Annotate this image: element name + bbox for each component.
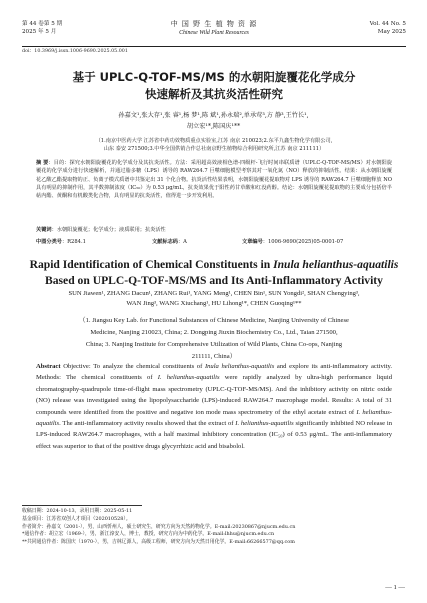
article-number-value: ：1006-9690(2025)05-0001-07 [262, 239, 344, 245]
footnotes [22, 508, 406, 547]
chinese-authors [70, 110, 357, 132]
chinese-abstract-label: 摘 要 [36, 160, 49, 166]
chinese-title-line-1: 基于 UPLC-Q-TOF-MS/MS 的水朝阳旋覆花化学成分 [72, 70, 356, 84]
english-abstract-part-3: were rapidly analyzed by ultra-high performance liquid chromatography-quadrupole time-of-flight mass spectrometry (UPLC-Q-TOF-MS/MS). And the inhibitory activity on nitric oxide (NO) release was investigated using the lipopolysaccharide (LPS)-induced RAW264.7 macrophage model. Results: A total of 31 compounds were identified from the positive and negative ion mode mass spectrometry of the ethyl acetate extract of [36, 374, 392, 416]
english-abstract-label: Abstract [36, 363, 61, 370]
english-abstract [36, 361, 392, 452]
document-code-value: ：A [177, 239, 187, 245]
doi: doi：10.3969/j.issn.1006-9690.2025.05.001 [22, 49, 128, 54]
chinese-affiliations [44, 137, 384, 153]
footnote-corresponding-2: **共同通信作者：陈国庆（1970-），男，吉林辽源人，高级工程师，研究方向为天然日用化学。E-mail:66266577@qq.com [22, 539, 295, 546]
english-title-species: Inula helianthus-aquatilis [273, 258, 399, 271]
english-affiliation-line-4: 211111, China） [191, 353, 237, 360]
header-volume-en: Vol. 44 No. 5 [369, 21, 406, 27]
page-number: — 1 — [385, 584, 405, 591]
english-title-line-1 [22, 257, 406, 273]
chinese-affiliation-line-2: 山东 泰安 271500;3.中华全国供销合作总社南京野生植物综合利用研究所,江苏 南京 211111） [103, 146, 325, 152]
footnote-funding: 基金项目：江苏省双创人才项目（202010528）。 [22, 515, 131, 522]
chinese-abstract-text: ：目的：探究水朝阳旋覆花的化学成分及其抗炎活性。方法：采用超高效液相色谱-四级杆-飞行时间串联质谱（UPLC-Q-TOF-MS/MS）对水朝阳旋覆花的化学成分进行快速解析，并通过脂多糖（LPS）诱导的 RAW264.7 巨噬细胞模型考察其对一氧化氮（NO）释放的抑制活性。结果：从水朝阳旋覆花乙酸乙酯提取物的正、负离子模式质谱中共鉴定出 31 个化合物。抗炎活性结果表明，水朝阳旋覆花提取物对 LPS 诱导的 RAW264.7 巨噬细胞释放 NO 具有明显的抑制作用，其半数抑制浓度（IC₅₀）为 0.53 μg/mL，抗炎效果优于阳性药甘草酸和红没药醇。结论：水朝阳旋覆花提取物的主要成分包括倍半萜内酯、黄酮和有机酸类化合物，具有明显的抗炎活性，值得进一步开发利用。 [36, 160, 393, 200]
journal-name-cn: 中 国 野 生 植 物 资 源 [170, 20, 258, 28]
english-title [22, 257, 406, 288]
clc-value: ：R284.1 [61, 239, 86, 245]
english-affiliations [44, 315, 384, 363]
chinese-keywords [36, 226, 392, 234]
document-code [152, 238, 187, 246]
chinese-keywords-text: ：水朝阳旋覆花；化学成分；液质联用；抗炎活性 [51, 227, 166, 233]
header-rule [22, 46, 406, 47]
english-affiliation-line-1: （1. Jiangsu Key Lab. for Functional Substances of Chinese Medicine, Nanjing University of Chinese [79, 317, 349, 324]
footnote-corresponding-1: *通信作者：胡立宏（1969-），男，浙江淳安人，博士，教授，研究方向为中药化学。E-mail:lhhu@njucm.edu.cn [22, 531, 275, 538]
english-affiliation-line-2: Medicine, Nanjing 210023, China; 2. Dongping Jiuxin Biochemistry Co., Ltd., Taian 271500, [90, 329, 338, 336]
footnote-author-info: 作者简介：孙嘉文（2001-），男，山西忻州人，硕士研究生，研究方向为天然药物化学。E-mail:20230867@njucm.edu.cn [22, 523, 296, 530]
english-abstract-species-2: I. helianthus-aquatilis [157, 374, 220, 382]
english-title-line-1-text: Rapid Identification of Chemical Constituents in [29, 258, 274, 271]
article-number-label: 文章编号 [242, 239, 263, 245]
english-affiliation-line-3: China; 3. Nanjing Institute for Comprehensive Utilization of Wild Plants, China Co-ops, Nanjing [85, 341, 343, 348]
footnote-rule [22, 505, 142, 506]
english-abstract-part-5: significantly inhibited NO release in LPS-induced RAW264.7 macrophages, with a half maximal inhibitory concentration (IC₅₀) of 0.53 μg/mL. The anti-inflammatory effect was superior to that of the positive drugs glycyrrhizic acid and bisabolol. [36, 420, 392, 450]
header-journal [22, 20, 406, 37]
chinese-authors-line-2: 胡立宏¹*,陈国庆¹** [186, 123, 241, 130]
chinese-affiliation-line-1: （1.南京中医药大学 江苏省中药功效物质重点实验室,江苏 南京 210023;2.东平九鑫生物化学有限公司, [95, 138, 333, 144]
english-authors [44, 289, 384, 309]
header-date-en: May 2025 [377, 29, 406, 35]
running-header [22, 20, 406, 46]
header-volume-cn: 第 44 卷第 5 期 [22, 21, 63, 27]
chinese-title-line-2: 快速解析及其抗炎活性研究 [145, 87, 283, 101]
clc-number [36, 238, 86, 246]
english-authors-line-2: WAN Jing³, WANG Xiuchang¹, HU Lihong¹*, CHEN Guoqing¹** [126, 300, 302, 307]
journal-name-en: Chinese Wild Plant Resources [179, 30, 249, 36]
footnote-received: 收稿日期：2024-10-13，录用日期：2025-05-11 [22, 508, 133, 514]
english-abstract-species-4: I. helianthus-aquatilis [235, 420, 294, 428]
header-right [370, 20, 406, 36]
article-number [242, 238, 343, 246]
chinese-title [22, 69, 406, 103]
english-abstract-part-4: . The anti-inflammatory activity results showed that the extract of [59, 420, 236, 428]
chinese-abstract [36, 159, 392, 200]
english-abstract-species-3: I. helianthus-aquatilis [36, 408, 392, 428]
english-abstract-species-1: Inula helianthus-aquatilis [204, 363, 275, 370]
chinese-authors-line-1: 孙嘉文¹,张大存¹,张 睿¹,杨 梦¹,陈 斌¹,孙永瑞²,单承莺³,方 静³,王竹长¹, [118, 112, 309, 119]
english-title-line-2: Based on UPLC-Q-TOF-MS/MS and Its Anti-Inflammatory Activity [45, 273, 383, 287]
header-date-cn: 2025 年 5 月 [22, 29, 57, 35]
chinese-keywords-label: 关键词 [36, 227, 52, 233]
document-code-label: 文献标志码 [152, 239, 178, 245]
english-abstract-part-2: and explore its anti-inflammatory activity. Methods: The chemical constituents of [36, 363, 393, 382]
clc-label: 中图分类号 [36, 239, 62, 245]
english-authors-line-1: SUN Jiawen¹, ZHANG Dacun¹, ZHANG Rui¹, YANG Meng¹, CHEN Bin¹, SUN Yongdi², SHAN Chengying³, [68, 290, 360, 297]
english-abstract-part-1: Objective: To analyze the chemical constituents of [60, 363, 205, 370]
